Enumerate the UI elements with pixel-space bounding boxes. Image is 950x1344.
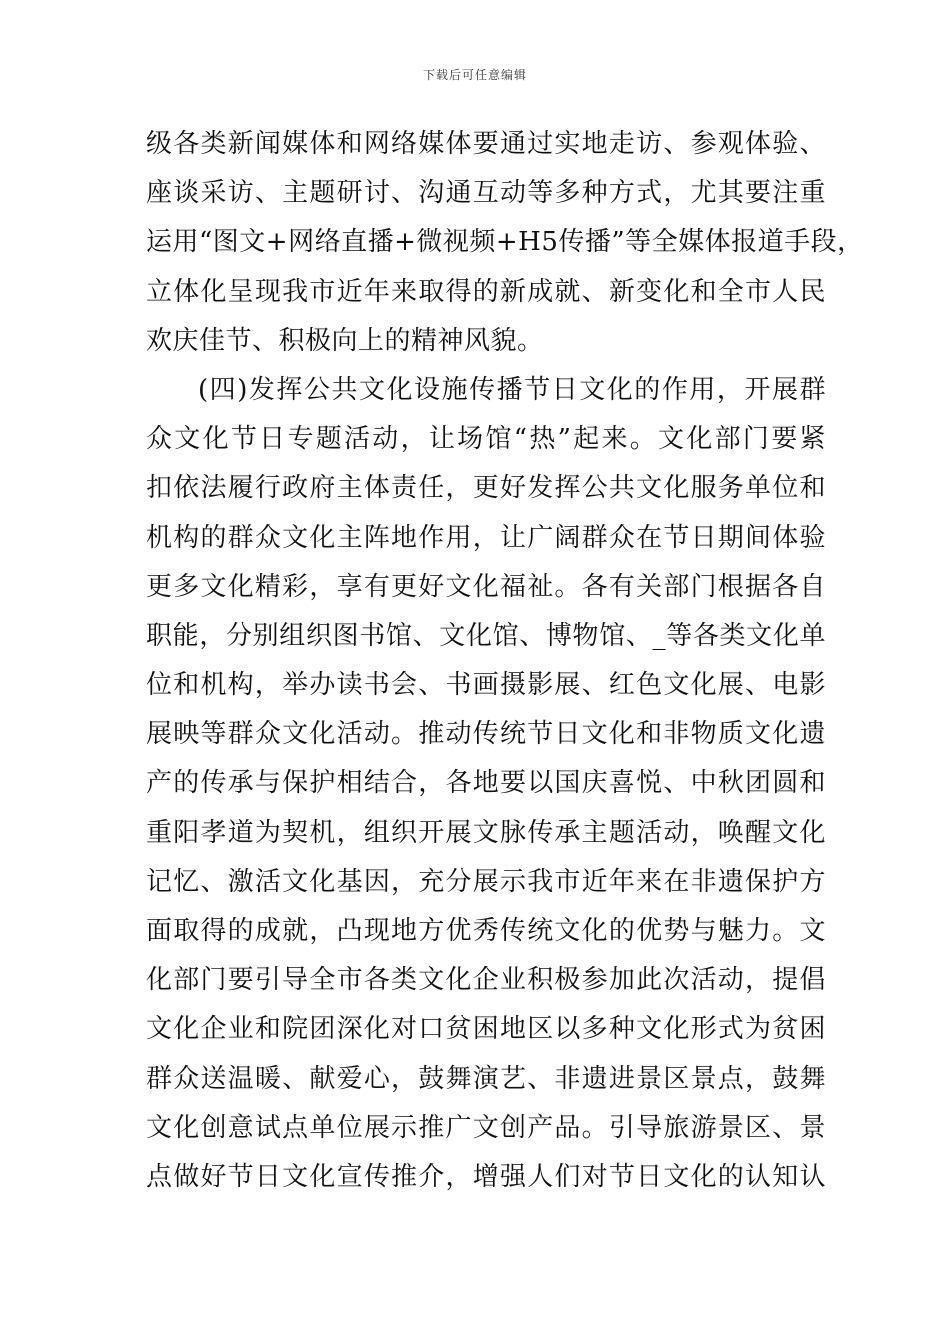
text-line: 立体化呈现我市近年来取得的新成就、新变化和全市人民 [146, 276, 826, 307]
text-line: 扣依法履行政府主体责任，更好发挥公共文化服务单位和 [146, 473, 826, 504]
text-line: 机构的群众文化主阵地作用，让广阔群众在节日期间体验 [146, 522, 826, 553]
text-line: 职能，分别组织图书馆、文化馆、博物馆、_等各类文化单 [146, 620, 826, 651]
text-line: 文化创意试点单位展示推广文创产品。引导旅游景区、景 [146, 1112, 826, 1143]
text-line: 群众送温暖、献爱心，鼓舞演艺、非遗进景区景点，鼓舞 [146, 1063, 826, 1094]
text-line: 展映等群众文化活动。推动传统节日文化和非物质文化遗 [146, 719, 826, 750]
text-line: 级各类新闻媒体和网络媒体要通过实地走访、参观体验、 [146, 129, 826, 159]
text-line: 更多文化精彩，享有更好文化福祉。各有关部门根据各自 [146, 571, 826, 602]
text-line: 众文化节日专题活动，让场馆“热”起来。文化部门要紧 [146, 424, 826, 455]
text-line: 座谈采访、主题研讨、沟通互动等多种方式，尤其要注重 [146, 178, 826, 209]
text-line: 点做好节日文化宣传推介，增强人们对节日文化的认知认 [146, 1161, 826, 1192]
header-note: 下载后可任意编辑 [422, 68, 527, 82]
text-line: 化部门要引导全市各类文化企业积极参加此次活动，提倡 [146, 965, 826, 996]
body-text [146, 120, 864, 1202]
text-line: 面取得的成就，凸现地方优秀传统文化的优势与魅力。文 [146, 916, 826, 946]
text-line: 文化企业和院团深化对口贫困地区以多种文化形式为贫困 [146, 1014, 826, 1045]
text-line: 重阳孝道为契机，组织开展文脉传承主题活动，唤醒文化 [146, 817, 826, 848]
text-line: 产的传承与保护相结合，各地要以国庆喜悦、中秋团圆和 [146, 768, 826, 799]
text-line: 运用“图文+网络直播+微视频+H5传播”等全媒体报道手段， [146, 227, 864, 258]
text-line: 欢庆佳节、积极向上的精神风貌。 [146, 325, 544, 356]
text-line: 记忆、激活文化基因，充分展示我市近年来在非遗保护方 [146, 866, 826, 897]
text-line-paragraph-start: (四)发挥公共文化设施传播节日文化的作用，开展群 [198, 374, 826, 405]
text-line: 位和机构，举办读书会、书画摄影展、红色文化展、电影 [146, 670, 826, 701]
